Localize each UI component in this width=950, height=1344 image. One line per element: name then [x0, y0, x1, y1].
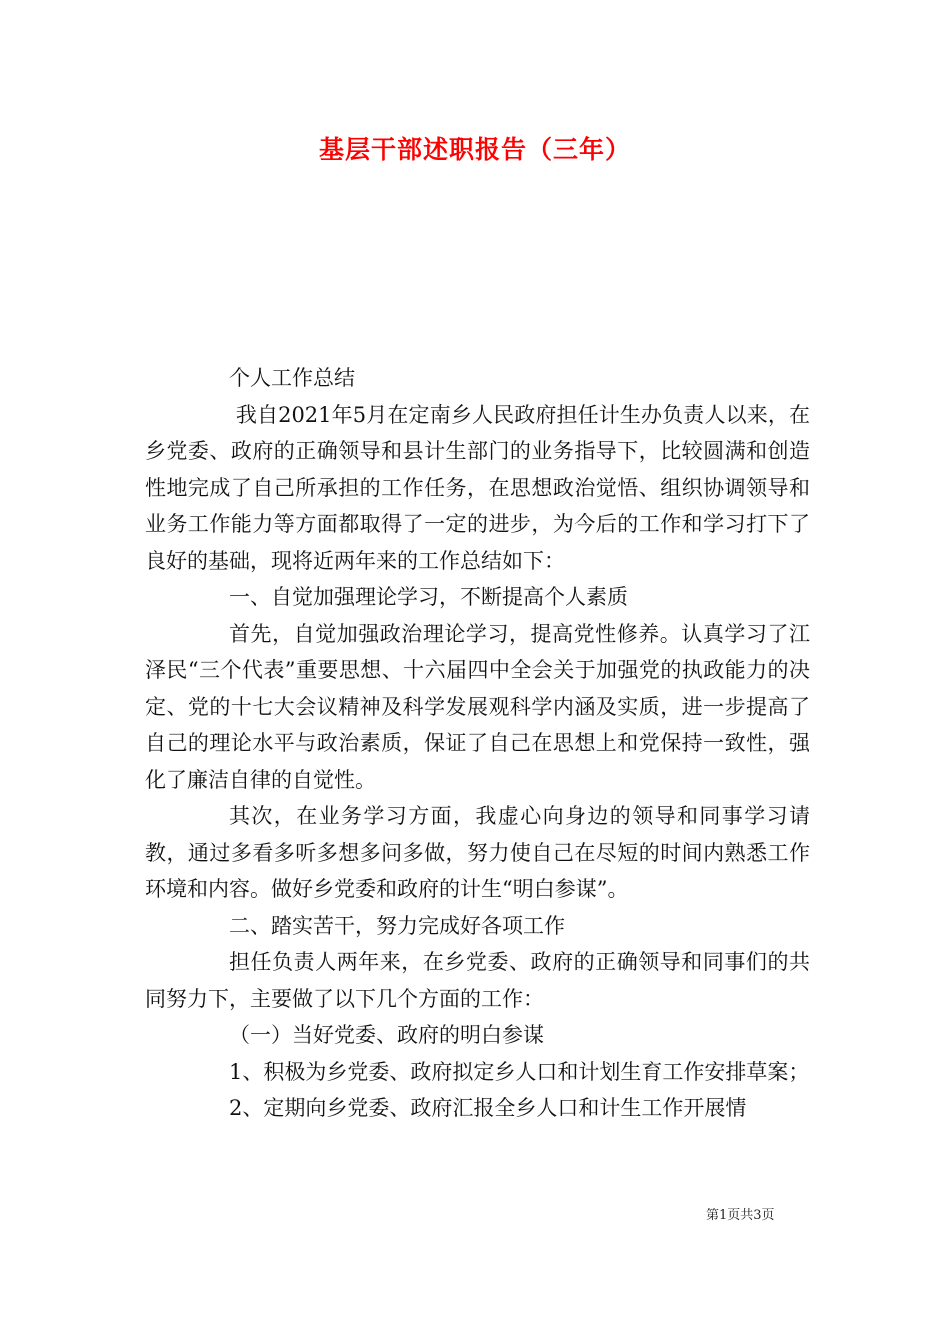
section-heading: 一、自觉加强理论学习，不断提高个人素质: [229, 585, 628, 609]
paragraph: 我自2021年5月在定南乡人民政府担任计生办负责人以来，在乡党委、政府的正确领导和县计生部门的业务指导下，比较圆满和创造性地完成了自己所承担的工作任务，在思想政治觉悟、组织协调领导和业务工作能力等方面都取得了一定的进步，为今后的工作和学习打下了良好的基础，现将近两年来的工作总结如下：: [145, 402, 810, 573]
list-item: 1、积极为乡党委、政府拟定乡人口和计划生育工作安排草案；: [229, 1059, 810, 1084]
paragraph: 担任负责人两年来，在乡党委、政府的正确领导和同事们的共同努力下，主要做了以下几个方面的工作：: [145, 950, 810, 1011]
page-number: 第1页共3页: [706, 1208, 775, 1223]
section-heading: 二、踏实苦干，努力完成好各项工作: [229, 913, 565, 938]
section-heading: 个人工作总结: [229, 366, 355, 390]
list-item: 2、定期向乡党委、政府汇报全乡人口和计生工作开展情: [229, 1096, 747, 1120]
document-body: [145, 360, 810, 1127]
subsection-heading: （一）当好党委、政府的明白参谋: [229, 1023, 544, 1047]
paragraph: 首先，自觉加强政治理论学习，提高党性修养。认真学习了江泽民“三个代表”重要思想、十六届四中全会关于加强党的执政能力的决定、党的十七大会议精神及科学发展观科学内涵及实质，进一步提高了自己的理论水平与政治素质，保证了自己在思想上和党保持一致性，强化了廉洁自律的自觉性。: [145, 621, 810, 792]
paragraph: 其次，在业务学习方面，我虚心向身边的领导和同事学习请教，通过多看多听多想多问多做，努力使自己在尽短的时间内熟悉工作环境和内容。做好乡党委和政府的计生“明白参谋”。: [145, 804, 810, 901]
document-title: 基层干部述职报告（三年）: [318, 135, 631, 164]
